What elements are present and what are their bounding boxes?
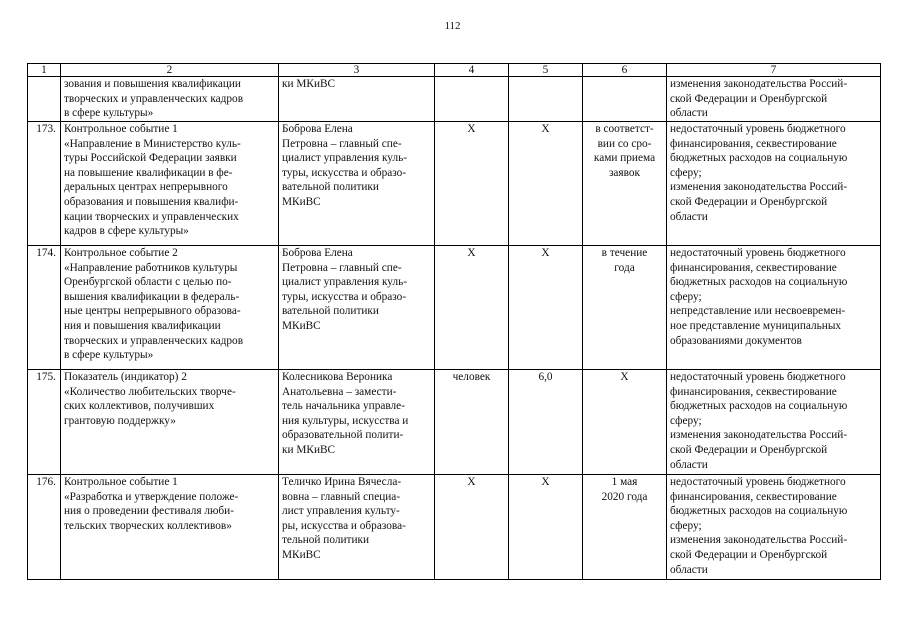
event-cell: Показатель (индикатор) 2 «Количество любительских творче- ских коллективов, получивших грантовую поддержку» [61, 370, 279, 475]
responsible-cell: ки МКиВС [279, 77, 435, 122]
column-header: 6 [583, 64, 667, 77]
column-header: 1 [28, 64, 61, 77]
term-cell: Х [583, 370, 667, 475]
event-cell: Контрольное событие 2 «Направление работников культуры Оренбургской области с целью по- вышения квалификации в федераль- ные центры непрерывного образова- ния и повышения квалификации творческих и управленческих кадров в сфере культуры» [61, 246, 279, 370]
value-cell: Х [509, 475, 583, 580]
term-cell [583, 77, 667, 122]
unit-cell: Х [435, 246, 509, 370]
term-cell: в соответст- вии со сро- ками приема заявок [583, 122, 667, 246]
value-cell: 6,0 [509, 370, 583, 475]
row-number: 175. [28, 370, 61, 475]
term-cell: в течение года [583, 246, 667, 370]
column-header: 7 [667, 64, 881, 77]
unit-cell: человек [435, 370, 509, 475]
responsible-cell: Теличко Ирина Вячесла- вовна – главный специа- лист управления культу- ры, искусства и образова- тельной политики МКиВС [279, 475, 435, 580]
risks-cell: недостаточный уровень бюджетного финансирования, секвестирование бюджетных расходов на социальную сферу; непредставление или несвоевремен- ное представление муниципальных образованиями документов [667, 246, 881, 370]
unit-cell: Х [435, 475, 509, 580]
column-header: 4 [435, 64, 509, 77]
table-row [28, 475, 881, 580]
risks-cell: изменения законодательства Россий- ской Федерации и Оренбургской области [667, 77, 881, 122]
risks-cell: недостаточный уровень бюджетного финансирования, секвестирование бюджетных расходов на социальную сферу; изменения законодательства Россий- ской Федерации и Оренбургской области [667, 475, 881, 580]
table-row [28, 122, 881, 246]
event-cell: Контрольное событие 1 «Направление в Министерство куль- туры Российской Федерации заявки на повышение квалификации в фе- деральных центрах непрерывного образования и повышения квалифи- кации творческих и управленческих кадров в сфере культуры» [61, 122, 279, 246]
value-cell: Х [509, 122, 583, 246]
responsible-cell: Боброва Елена Петровна – главный спе- циалист управления куль- туры, искусства и образо- вательной политики МКиВС [279, 122, 435, 246]
plan-table [27, 63, 881, 580]
column-number-row [28, 64, 881, 77]
risks-cell: недостаточный уровень бюджетного финансирования, секвестирование бюджетных расходов на социальную сферу; изменения законодательства Россий- ской Федерации и Оренбургской области [667, 370, 881, 475]
table-row [28, 246, 881, 370]
page-number: 112 [444, 20, 461, 32]
row-number [28, 77, 61, 122]
value-cell: Х [509, 246, 583, 370]
responsible-cell: Колесникова Вероника Анатольевна – замести- тель начальника управле- ния культуры, искусства и образовательной полити- ки МКиВС [279, 370, 435, 475]
unit-cell: Х [435, 122, 509, 246]
term-cell: 1 мая 2020 года [583, 475, 667, 580]
column-header: 5 [509, 64, 583, 77]
event-cell: зования и повышения квалификации творческих и управленческих кадров в сфере культуры» [61, 77, 279, 122]
column-header: 2 [61, 64, 279, 77]
table-row [28, 370, 881, 475]
responsible-cell: Боброва Елена Петровна – главный спе- циалист управления куль- туры, искусства и образо- вательной политики МКиВС [279, 246, 435, 370]
column-header: 3 [279, 64, 435, 77]
table-row [28, 77, 881, 122]
row-number: 173. [28, 122, 61, 246]
unit-cell [435, 77, 509, 122]
value-cell [509, 77, 583, 122]
row-number: 174. [28, 246, 61, 370]
row-number: 176. [28, 475, 61, 580]
event-cell: Контрольное событие 1 «Разработка и утверждение положе- ния о проведении фестиваля люби- тельских творческих коллективов» [61, 475, 279, 580]
risks-cell: недостаточный уровень бюджетного финансирования, секвестирование бюджетных расходов на социальную сферу; изменения законодательства Россий- ской Федерации и Оренбургской области [667, 122, 881, 246]
